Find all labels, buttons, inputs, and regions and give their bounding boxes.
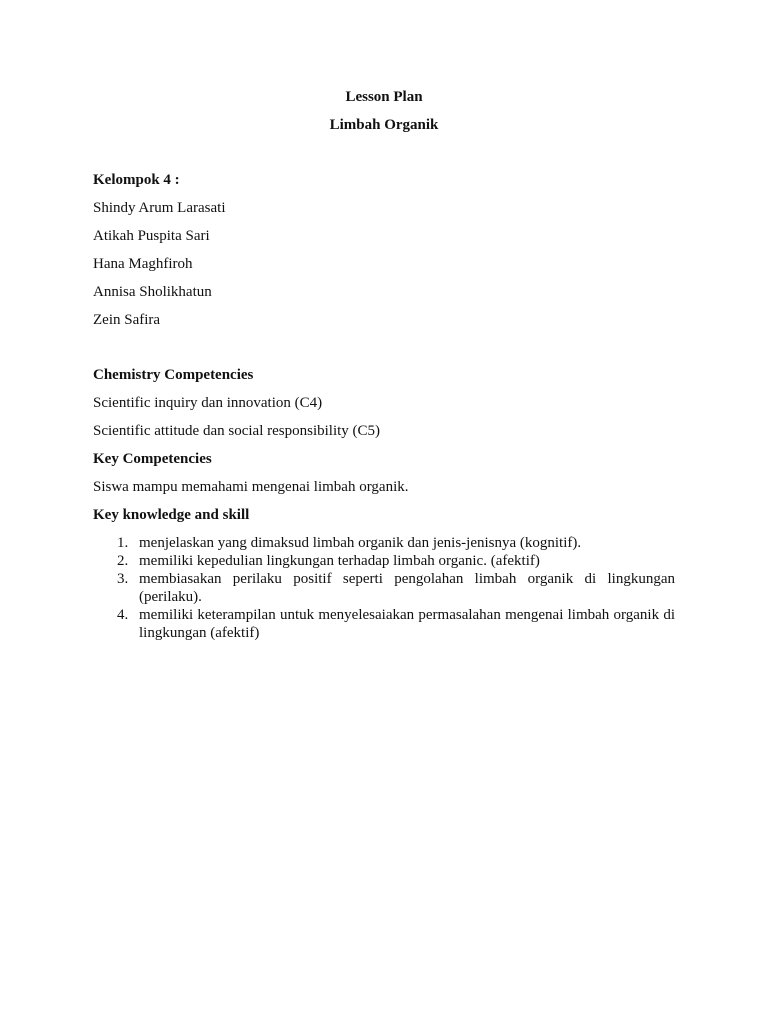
list-item: [93, 552, 675, 570]
list-item: [93, 534, 675, 552]
list-item-number: 1.: [117, 535, 129, 551]
key-knowledge-heading: Key knowledge and skill: [93, 507, 250, 523]
group-member: Shindy Arum Larasati: [93, 200, 226, 216]
group-member: Atikah Puspita Sari: [93, 228, 210, 244]
key-knowledge-list: [93, 534, 675, 642]
group-member: Annisa Sholikhatun: [93, 284, 212, 300]
list-item: [93, 570, 675, 606]
group-member: Hana Maghfiroh: [93, 256, 193, 272]
group-member: Zein Safira: [93, 312, 161, 328]
list-item-text: memiliki keterampilan untuk menyelesaiakan permasalahan mengenai limbah organik di lingkungan (afektif): [139, 607, 675, 641]
key-competencies-heading: Key Competencies: [93, 451, 212, 467]
list-item-text: membiasakan perilaku positif seperti pengolahan limbah organik di lingkungan (perilaku).: [139, 571, 675, 605]
list-item-number: 4.: [117, 607, 129, 623]
list-item-number: 3.: [117, 571, 129, 587]
list-item-text: menjelaskan yang dimaksud limbah organik dan jenis-jenisnya (kognitif).: [139, 535, 582, 551]
chemistry-competencies-heading: Chemistry Competencies: [93, 367, 254, 383]
document-subtitle: Limbah Organik: [329, 117, 439, 133]
chemistry-competency-item: Scientific attitude dan social responsibility (C5): [93, 423, 381, 439]
group-heading: Kelompok 4 :: [93, 172, 180, 188]
list-item-text: memiliki kepedulian lingkungan terhadap limbah organic. (afektif): [139, 553, 540, 569]
key-competencies-text: Siswa mampu memahami mengenai limbah organik.: [93, 479, 409, 495]
list-item-number: 2.: [117, 553, 129, 569]
list-item: [93, 606, 675, 642]
chemistry-competency-item: Scientific inquiry dan innovation (C4): [93, 395, 323, 411]
document-title: Lesson Plan: [345, 89, 423, 105]
